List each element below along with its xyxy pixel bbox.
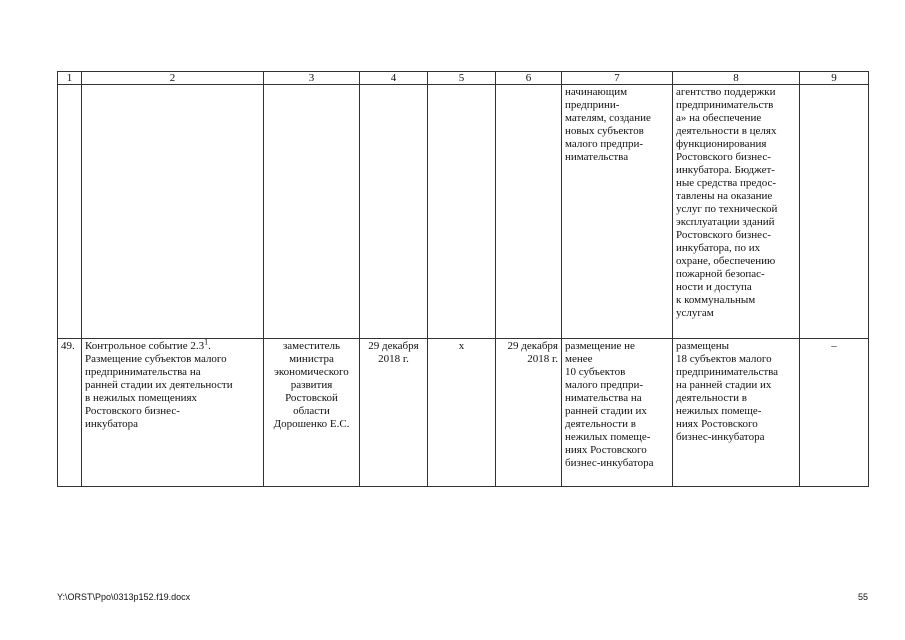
cell-control-event <box>82 339 264 487</box>
cell-empty <box>360 85 428 339</box>
event-prefix: Контрольное событие 2.3 <box>85 340 205 352</box>
cell-col5: х <box>428 339 496 487</box>
cell-empty <box>58 85 82 339</box>
cell-col9: – <box>800 339 869 487</box>
header-col-4: 4 <box>360 72 428 85</box>
footer-page-number: 55 <box>857 592 868 602</box>
cell-empty <box>428 85 496 339</box>
header-col-6: 6 <box>496 72 562 85</box>
table-row-49 <box>58 339 869 487</box>
header-row <box>58 72 869 85</box>
footer-file-path: Y:\ORST\Ppo\0313p152.f19.docx <box>57 592 191 602</box>
header-col-2: 2 <box>82 72 264 85</box>
header-col-1: 1 <box>58 72 82 85</box>
report-table <box>57 71 869 487</box>
cell-empty <box>496 85 562 339</box>
header-col-7: 7 <box>562 72 673 85</box>
header-col-3: 3 <box>264 72 360 85</box>
cell-empty <box>264 85 360 339</box>
event-superscript: 1 <box>204 337 209 347</box>
table-row-continuation <box>58 85 869 339</box>
header-col-9: 9 <box>800 72 869 85</box>
cell-actual-result-continued: агентство поддержки предпринимательств а» на обеспечение деятельности в целях функционирования Ростовского бизнес- инкубатора. Бюджет- ные средства предос- тавлены на оказание услуг по технической эксплуатации зданий Ростовского бизнес- инкубатора, по их охране, обеспечению пожарной безопас- ности и доступа к коммунальным услугам <box>673 85 800 339</box>
cell-actual-result: размещены 18 субъектов малого предпринимательства на ранней стадии их деятельности в нежилых помеще- ниях Ростовского бизнес-инкубатора <box>673 339 800 487</box>
cell-empty <box>800 85 869 339</box>
cell-responsible: заместитель министра экономического развития Ростовской области Дорошенко Е.С. <box>264 339 360 487</box>
header-col-5: 5 <box>428 72 496 85</box>
cell-plan-date: 29 декабря 2018 г. <box>360 339 428 487</box>
cell-row-number: 49. <box>58 339 82 487</box>
cell-planned-result-continued: начинающим предприни- мателям, создание новых субъектов малого предпри- нимательства <box>562 85 673 339</box>
cell-fact-date: 29 декабря 2018 г. <box>496 339 562 487</box>
cell-planned-result: размещение не менее 10 субъектов малого предпри- нимательства на ранней стадии их деятельности в нежилых помеще- ниях Ростовского бизнес-инкубатора <box>562 339 673 487</box>
event-description: . Размещение субъектов малого предпринимательства на ранней стадии их деятельности в нежилых помещениях Ростовского бизнес- инкубатора <box>85 340 233 430</box>
header-col-8: 8 <box>673 72 800 85</box>
cell-empty <box>82 85 264 339</box>
